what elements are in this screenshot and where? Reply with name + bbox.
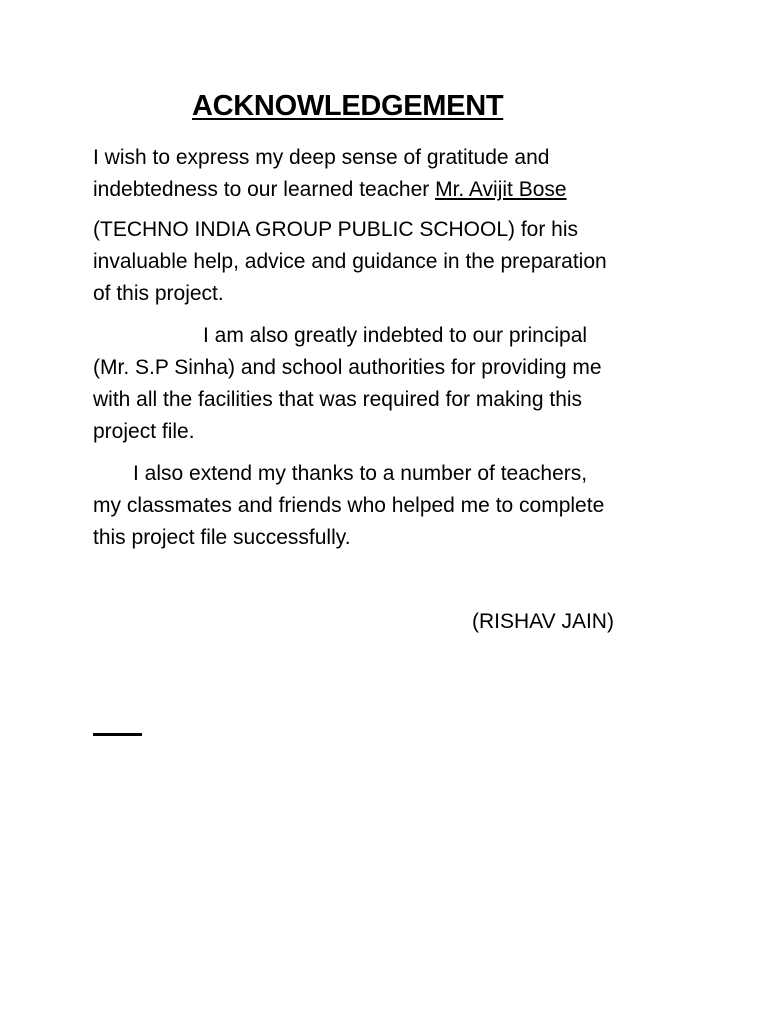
teacher-name: Mr. Avijit Bose xyxy=(435,178,567,201)
paragraph-line: with all the facilities that was required for making this xyxy=(93,388,583,411)
line-prefix: indebtedness to our learned teacher xyxy=(93,178,436,201)
paragraph-line: (TECHNO INDIA GROUP PUBLIC SCHOOL) for his xyxy=(93,218,579,241)
signature-name: (RISHAV JAIN) xyxy=(472,610,614,633)
paragraph-line: my classmates and friends who helped me to complete xyxy=(93,494,605,517)
paragraph-school xyxy=(93,214,688,310)
paragraph-line: project file. xyxy=(93,420,195,443)
paragraph-line: of this project. xyxy=(93,282,224,305)
paragraph-line: I am also greatly indebted to our principal xyxy=(203,324,588,347)
paragraph-thanks xyxy=(93,458,688,554)
horizontal-rule xyxy=(93,733,142,736)
document-title: ACKNOWLEDGEMENT xyxy=(192,90,504,122)
paragraph-gratitude xyxy=(93,142,688,206)
paragraph-line xyxy=(93,174,688,206)
paragraph-line: (Mr. S.P Sinha) and school authorities for providing me xyxy=(93,356,602,379)
paragraph-line: I wish to express my deep sense of gratitude and xyxy=(93,146,550,169)
paragraph-line: I also extend my thanks to a number of teachers, xyxy=(133,462,588,485)
paragraph-principal xyxy=(93,320,688,448)
paragraph-line: this project file successfully. xyxy=(93,526,351,549)
paragraph-line: invaluable help, advice and guidance in the preparation xyxy=(93,250,607,273)
